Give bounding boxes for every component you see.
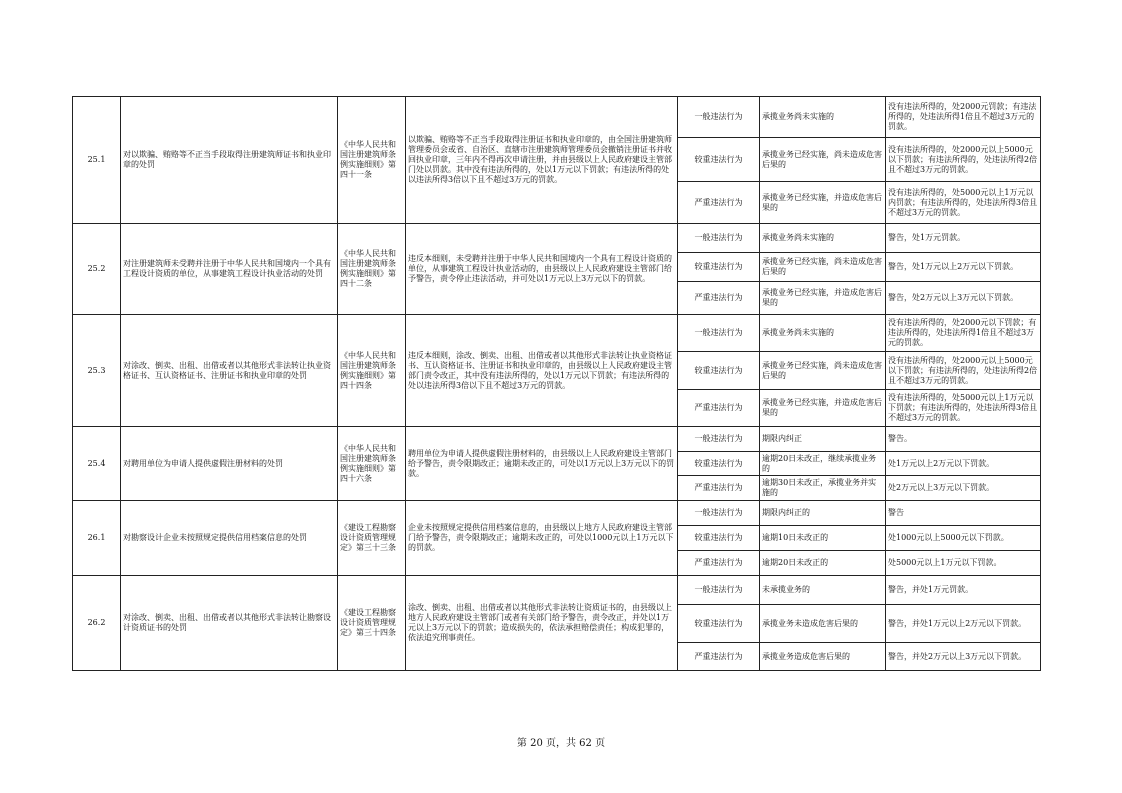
penalty-standard: 警告，处1万元以上2万元以下罚款。 [886, 253, 1041, 282]
penalty-standard: 警告，处2万元以上3万元以下罚款。 [886, 282, 1041, 315]
item-id: 25.2 [73, 224, 121, 315]
violation-level: 严重违法行为 [678, 282, 760, 315]
violation-condition: 承揽业务未造成危害后果的 [760, 605, 886, 643]
penalty-standard: 警告，并处2万元以上3万元以下罚款。 [886, 643, 1041, 671]
violation-condition: 逾期30日未改正，承揽业务并实施的 [760, 476, 886, 501]
violation-level: 较重违法行为 [678, 605, 760, 643]
table-row [73, 501, 1041, 526]
violation-level: 较重违法行为 [678, 452, 760, 476]
penalty-standard: 警告，并处1万元以上2万元以下罚款。 [886, 605, 1041, 643]
violation-level: 较重违法行为 [678, 253, 760, 282]
item-name: 对以欺骗、贿赂等不正当手段取得注册建筑师证书和执业印章的处罚 [121, 97, 338, 224]
violation-level: 严重违法行为 [678, 390, 760, 427]
item-id: 25.3 [73, 315, 121, 427]
violation-condition: 承揽业务尚未实施的 [760, 315, 886, 352]
violation-condition: 期限内纠正的 [760, 501, 886, 526]
penalty-standard: 警告 [886, 501, 1041, 526]
penalty-standard: 没有违法所得的，处2000元罚款；有违法所得的，处违法所得1倍且不超过3万元的罚款。 [886, 97, 1041, 138]
violation-level: 严重违法行为 [678, 182, 760, 224]
item-id: 26.2 [73, 576, 121, 671]
item-name: 对注册建筑师未受聘并注册于中华人民共和国境内一个具有工程设计资质的单位，从事建筑工程设计执业活动的处罚 [121, 224, 338, 315]
item-name: 对涂改、倒卖、出租、出借或者以其他形式非法转让勘察设计资质证书的处罚 [121, 576, 338, 671]
violation-condition: 逾期10日未改正的 [760, 526, 886, 551]
violation-condition: 期限内纠正 [760, 427, 886, 452]
table-row [73, 224, 1041, 253]
penalty-standard: 没有违法所得的，处2000元以上5000元以下罚款；有违法所得的，处违法所得2倍且不超过3万元的罚款。 [886, 352, 1041, 390]
violation-condition: 承揽业务已经实施，尚未造成危害后果的 [760, 352, 886, 390]
penalty-standard: 处1000元以上5000元以下罚款。 [886, 526, 1041, 551]
legal-basis: 《中华人民共和国注册建筑师条例实施细则》第四十二条 [338, 224, 406, 315]
penalty-standards-table [72, 96, 1041, 671]
violation-level: 一般违法行为 [678, 501, 760, 526]
legal-provision: 违反本细则，未受聘并注册于中华人民共和国境内一个具有工程设计资质的单位，从事建筑工程设计执业活动的，由县级以上人民政府建设主管部门给予警告，责令停止违法活动，并可处以1万元以上3万元以下的罚款。 [406, 224, 678, 315]
legal-basis: 《建设工程勘察设计资质管理规定》第三十三条 [338, 501, 406, 576]
penalty-standard: 警告，并处1万元罚款。 [886, 576, 1041, 605]
violation-level: 严重违法行为 [678, 551, 760, 576]
legal-basis: 《中华人民共和国注册建筑师条例实施细则》第四十一条 [338, 97, 406, 224]
table-row [73, 315, 1041, 352]
penalty-standard: 没有违法所得的，处5000元以上1万元以下罚款；有违法所得的，处违法所得3倍且不超过3万元的罚款。 [886, 390, 1041, 427]
violation-condition: 承揽业务已经实施，并造成危害后果的 [760, 282, 886, 315]
legal-provision: 以欺骗、贿赂等不正当手段取得注册证书和执业印章的，由全国注册建筑师管理委员会或省、自治区、直辖市注册建筑师管理委员会撤销注册证书并收回执业印章，三年内不得再次申请注册，并由县级以上人民政府建设主管部门处以罚款。其中没有违法所得的，处以1万元以下罚款；有违法所得的处以违法所得3倍以下且不超过3万元的罚款。 [406, 97, 678, 224]
item-id: 25.1 [73, 97, 121, 224]
legal-provision: 企业未按照规定提供信用档案信息的，由县级以上地方人民政府建设主管部门给予警告，责令限期改正；逾期未改正的，可处以1000元以上1万元以下的罚款。 [406, 501, 678, 576]
legal-provision: 违反本细则，涂改、倒卖、出租、出借或者以其他形式非法转让执业资格证书、互认资格证书、注册证书和执业印章的，由县级以上人民政府建设主管部门责令改正，其中没有违法所得的，处以1万元以下罚款；有违法所得的处以违法所得3倍以下且不超过3万元的罚款。 [406, 315, 678, 427]
violation-level: 较重违法行为 [678, 526, 760, 551]
penalty-standard: 处5000元以上1万元以下罚款。 [886, 551, 1041, 576]
penalty-standard: 处1万元以上2万元以下罚款。 [886, 452, 1041, 476]
table-row [73, 576, 1041, 605]
penalty-standard: 没有违法所得的，处2000元以下罚款；有违法所得的，处违法所得1倍且不超过3万元的罚款。 [886, 315, 1041, 352]
violation-condition: 逾期20日未改正，继续承揽业务的 [760, 452, 886, 476]
violation-condition: 承揽业务造成危害后果的 [760, 643, 886, 671]
table-row [73, 97, 1041, 138]
penalty-standard: 没有违法所得的，处2000元以上5000元以下罚款；有违法所得的，处违法所得2倍且不超过3万元的罚款。 [886, 138, 1041, 182]
item-name: 对勘察设计企业未按照规定提供信用档案信息的处罚 [121, 501, 338, 576]
legal-basis: 《中华人民共和国注册建筑师条例实施细则》第四十六条 [338, 427, 406, 501]
legal-provision: 聘用单位为申请人提供虚假注册材料的，由县级以上人民政府建设主管部门给予警告，责令限期改正；逾期未改正的，可处以1万元以上3万元以下的罚款。 [406, 427, 678, 501]
table-row [73, 427, 1041, 452]
violation-condition: 逾期20日未改正的 [760, 551, 886, 576]
item-id: 25.4 [73, 427, 121, 501]
violation-condition: 承揽业务尚未实施的 [760, 224, 886, 253]
violation-level: 较重违法行为 [678, 138, 760, 182]
violation-level: 较重违法行为 [678, 352, 760, 390]
item-id: 26.1 [73, 501, 121, 576]
violation-level: 一般违法行为 [678, 97, 760, 138]
penalty-standard: 处2万元以上3万元以下罚款。 [886, 476, 1041, 501]
violation-condition: 承揽业务已经实施，尚未造成危害后果的 [760, 253, 886, 282]
item-name: 对聘用单位为申请人提供虚假注册材料的处罚 [121, 427, 338, 501]
violation-condition: 承揽业务已经实施，并造成危害后果的 [760, 182, 886, 224]
item-name: 对涂改、倒卖、出租、出借或者以其他形式非法转让执业资格证书、互认资格证书、注册证书和执业印章的处罚 [121, 315, 338, 427]
penalty-standard: 警告，处1万元罚款。 [886, 224, 1041, 253]
violation-level: 一般违法行为 [678, 315, 760, 352]
penalty-standard: 没有违法所得的，处5000元以上1万元以内罚款；有违法所得的，处违法所得3倍且不超过3万元的罚款。 [886, 182, 1041, 224]
penalty-standard: 警告。 [886, 427, 1041, 452]
violation-condition: 承揽业务已经实施，尚未造成危害后果的 [760, 138, 886, 182]
violation-level: 严重违法行为 [678, 643, 760, 671]
violation-condition: 承揽业务尚未实施的 [760, 97, 886, 138]
legal-basis: 《中华人民共和国注册建筑师条例实施细则》第四十四条 [338, 315, 406, 427]
violation-condition: 承揽业务已经实施，并造成危害后果的 [760, 390, 886, 427]
legal-provision: 涂改、倒卖、出租、出借或者以其他形式非法转让资质证书的，由县级以上地方人民政府建设主管部门或者有关部门给予警告，责令改正，并处以1万元以上3万元以下的罚款；造成损失的，依法承担赔偿责任；构成犯罪的，依法追究刑事责任。 [406, 576, 678, 671]
violation-condition: 未承揽业务的 [760, 576, 886, 605]
violation-level: 一般违法行为 [678, 427, 760, 452]
violation-level: 一般违法行为 [678, 224, 760, 253]
violation-level: 严重违法行为 [678, 476, 760, 501]
legal-basis: 《建设工程勘察设计资质管理规定》第三十四条 [338, 576, 406, 671]
violation-level: 一般违法行为 [678, 576, 760, 605]
page-footer: 第 20 页，共 62 页 [516, 738, 606, 749]
